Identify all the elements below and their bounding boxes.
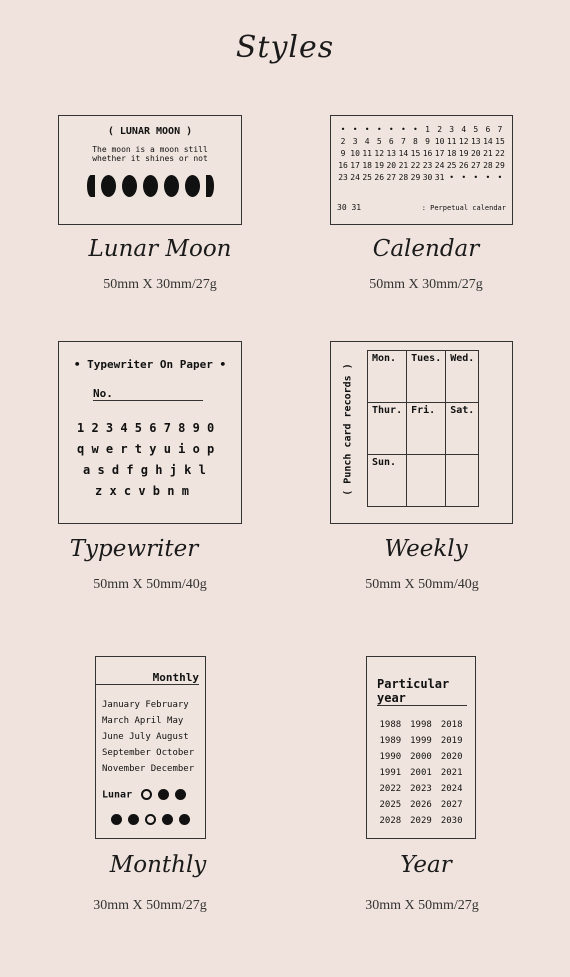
month-list: January February March April May June July August September October November December	[102, 700, 195, 774]
style-spec: 50mm X 50mm/40g	[93, 577, 207, 592]
stamp-no: No.	[93, 387, 203, 401]
calendar-cell: 27	[470, 161, 481, 170]
weekly-side-label: ( Punch card records )	[342, 363, 354, 496]
style-spec: 30mm X 50mm/27g	[93, 898, 207, 913]
style-spec: 50mm X 50mm/40g	[365, 577, 479, 592]
year-cell: 2019	[440, 736, 463, 746]
calendar-cell: 9	[340, 149, 346, 158]
calendar-cell: 13	[386, 149, 397, 158]
calendar-cell: 4	[364, 137, 370, 146]
calendar-cell: 3	[352, 137, 358, 146]
calendar-cell: 19	[374, 161, 385, 170]
calendar-cell: 24	[434, 161, 445, 170]
year-cell: 2022	[379, 784, 402, 794]
calendar-cell: 15	[410, 149, 421, 158]
calendar-cell: 28	[398, 173, 409, 182]
calendar-cell: 9	[425, 137, 430, 146]
calendar-cell: 12	[458, 137, 469, 146]
calendar-cell: 26	[458, 161, 469, 170]
calendar-cell: 28	[483, 161, 493, 170]
key-row: a s d f g h j k l	[83, 463, 206, 477]
calendar-cell: 20	[386, 161, 397, 170]
calendar-cell: 27	[386, 173, 397, 182]
calendar-cell: 18	[446, 149, 457, 158]
calendar-cell: 31	[434, 173, 445, 182]
year-cell: 2028	[379, 816, 402, 826]
calendar-cell: 13	[470, 137, 481, 146]
weekly-table: Mon. Tues. Wed. Thur. Fri. Sat. Sun.	[367, 350, 479, 507]
year-cell: 2029	[410, 816, 432, 826]
style-name: Typewriter	[69, 536, 199, 562]
calendar-cell: 11	[446, 137, 457, 146]
stamp-subheading: year	[377, 691, 467, 706]
calendar-stamp	[330, 115, 513, 225]
calendar-cell: 2	[437, 125, 443, 134]
weekly-stamp	[330, 341, 513, 524]
calendar-cell: •	[461, 173, 467, 182]
calendar-cell: •	[473, 173, 479, 182]
calendar-cell: •	[413, 125, 418, 134]
calendar-cell: 29	[410, 173, 421, 182]
calendar-cell: 14	[398, 149, 409, 158]
calendar-cell: •	[400, 125, 406, 134]
lunar-row: Lunar	[96, 777, 205, 801]
calendar-cell: 21	[483, 149, 493, 158]
calendar-label: : Perpetual calendar	[421, 204, 506, 212]
calendar-cell: 4	[461, 125, 467, 134]
calendar-cell: 18	[362, 161, 372, 170]
year-cell: 2018	[440, 720, 463, 730]
calendar-cell: 12	[374, 149, 385, 158]
calendar-cell: •	[352, 125, 358, 134]
calendar-cell: 24	[350, 173, 360, 182]
typewriter-stamp	[58, 341, 242, 524]
calendar-cell: •	[364, 125, 370, 134]
year-stamp	[366, 656, 476, 839]
calendar-cell: 21	[398, 161, 409, 170]
year-grid	[367, 720, 475, 826]
style-name: Lunar Moon	[88, 236, 232, 262]
style-spec: 50mm X 30mm/27g	[103, 277, 217, 292]
year-cell: 2024	[440, 784, 463, 794]
calendar-cell: 8	[413, 137, 418, 146]
year-cell: 2027	[440, 800, 463, 810]
moon-phases-icon	[96, 809, 205, 828]
year-cell: 2000	[410, 752, 432, 762]
calendar-cell: 10	[434, 137, 445, 146]
stamp-heading: • Typewriter On Paper •	[73, 358, 227, 371]
calendar-cell: 5	[376, 137, 382, 146]
calendar-tail: 30 31	[337, 203, 362, 212]
style-name: Year	[400, 852, 452, 878]
calendar-cell: 17	[434, 149, 445, 158]
calendar-cell: 23	[338, 173, 348, 182]
calendar-cell: 2	[340, 137, 346, 146]
calendar-cell: •	[485, 173, 491, 182]
calendar-cell: 26	[374, 173, 385, 182]
year-cell: 2030	[440, 816, 463, 826]
calendar-cell: •	[388, 125, 394, 134]
calendar-cell: 25	[446, 161, 457, 170]
style-name: Monthly	[109, 852, 207, 878]
monthly-stamp	[95, 656, 206, 839]
style-spec: 50mm X 30mm/27g	[369, 277, 483, 292]
moon-phases-icon	[59, 175, 241, 197]
calendar-cell: 5	[473, 125, 479, 134]
calendar-cell: 7	[400, 137, 406, 146]
calendar-cell: 17	[350, 161, 360, 170]
calendar-cell: 14	[483, 137, 493, 146]
calendar-cell: 29	[495, 161, 505, 170]
calendar-cell: 23	[422, 161, 433, 170]
year-cell: 2023	[410, 784, 432, 794]
calendar-grid	[337, 125, 506, 182]
year-cell: 2025	[379, 800, 402, 810]
calendar-cell: 20	[470, 149, 481, 158]
stamp-heading: Monthly	[96, 671, 199, 685]
year-cell: 1991	[379, 768, 402, 778]
stamp-line: whether it shines or not	[92, 154, 208, 163]
calendar-cell: 11	[362, 149, 372, 158]
calendar-cell: 16	[422, 149, 433, 158]
key-row: 1 2 3 4 5 6 7 8 9 0	[77, 421, 215, 435]
year-cell: 2020	[440, 752, 463, 762]
style-name: Weekly	[384, 536, 468, 562]
calendar-cell: 1	[425, 125, 430, 134]
style-name: Calendar	[372, 236, 480, 262]
calendar-cell: •	[497, 173, 503, 182]
lunar-moon-stamp	[58, 115, 242, 225]
calendar-cell: 16	[338, 161, 348, 170]
calendar-cell: 25	[362, 173, 372, 182]
calendar-cell: 3	[449, 125, 455, 134]
year-cell: 1990	[379, 752, 402, 762]
year-cell: 1989	[379, 736, 402, 746]
calendar-cell: 22	[495, 149, 505, 158]
calendar-cell: •	[376, 125, 382, 134]
calendar-cell: 22	[410, 161, 421, 170]
year-cell: 1998	[410, 720, 432, 730]
calendar-cell: 19	[458, 149, 469, 158]
style-spec: 30mm X 50mm/27g	[365, 898, 479, 913]
key-row: z x c v b n m	[95, 484, 189, 498]
calendar-cell: 30	[422, 173, 433, 182]
stamp-line: The moon is a moon still	[92, 145, 208, 154]
stamp-heading: Particular	[377, 677, 450, 691]
year-cell: 1988	[379, 720, 402, 730]
calendar-cell: 6	[388, 137, 394, 146]
calendar-cell: 6	[485, 125, 491, 134]
calendar-cell: 7	[497, 125, 503, 134]
year-cell: 2001	[410, 768, 432, 778]
stamp-heading: ( LUNAR MOON )	[107, 126, 193, 137]
calendar-cell: 10	[350, 149, 360, 158]
calendar-cell: •	[449, 173, 455, 182]
year-cell: 1999	[410, 736, 432, 746]
calendar-cell: •	[340, 125, 346, 134]
year-cell: 2026	[410, 800, 432, 810]
key-row: q w e r t y u i o p	[77, 442, 215, 456]
calendar-cell: 15	[495, 137, 505, 146]
year-cell: 2021	[440, 768, 463, 778]
page-title: Styles	[235, 30, 335, 65]
